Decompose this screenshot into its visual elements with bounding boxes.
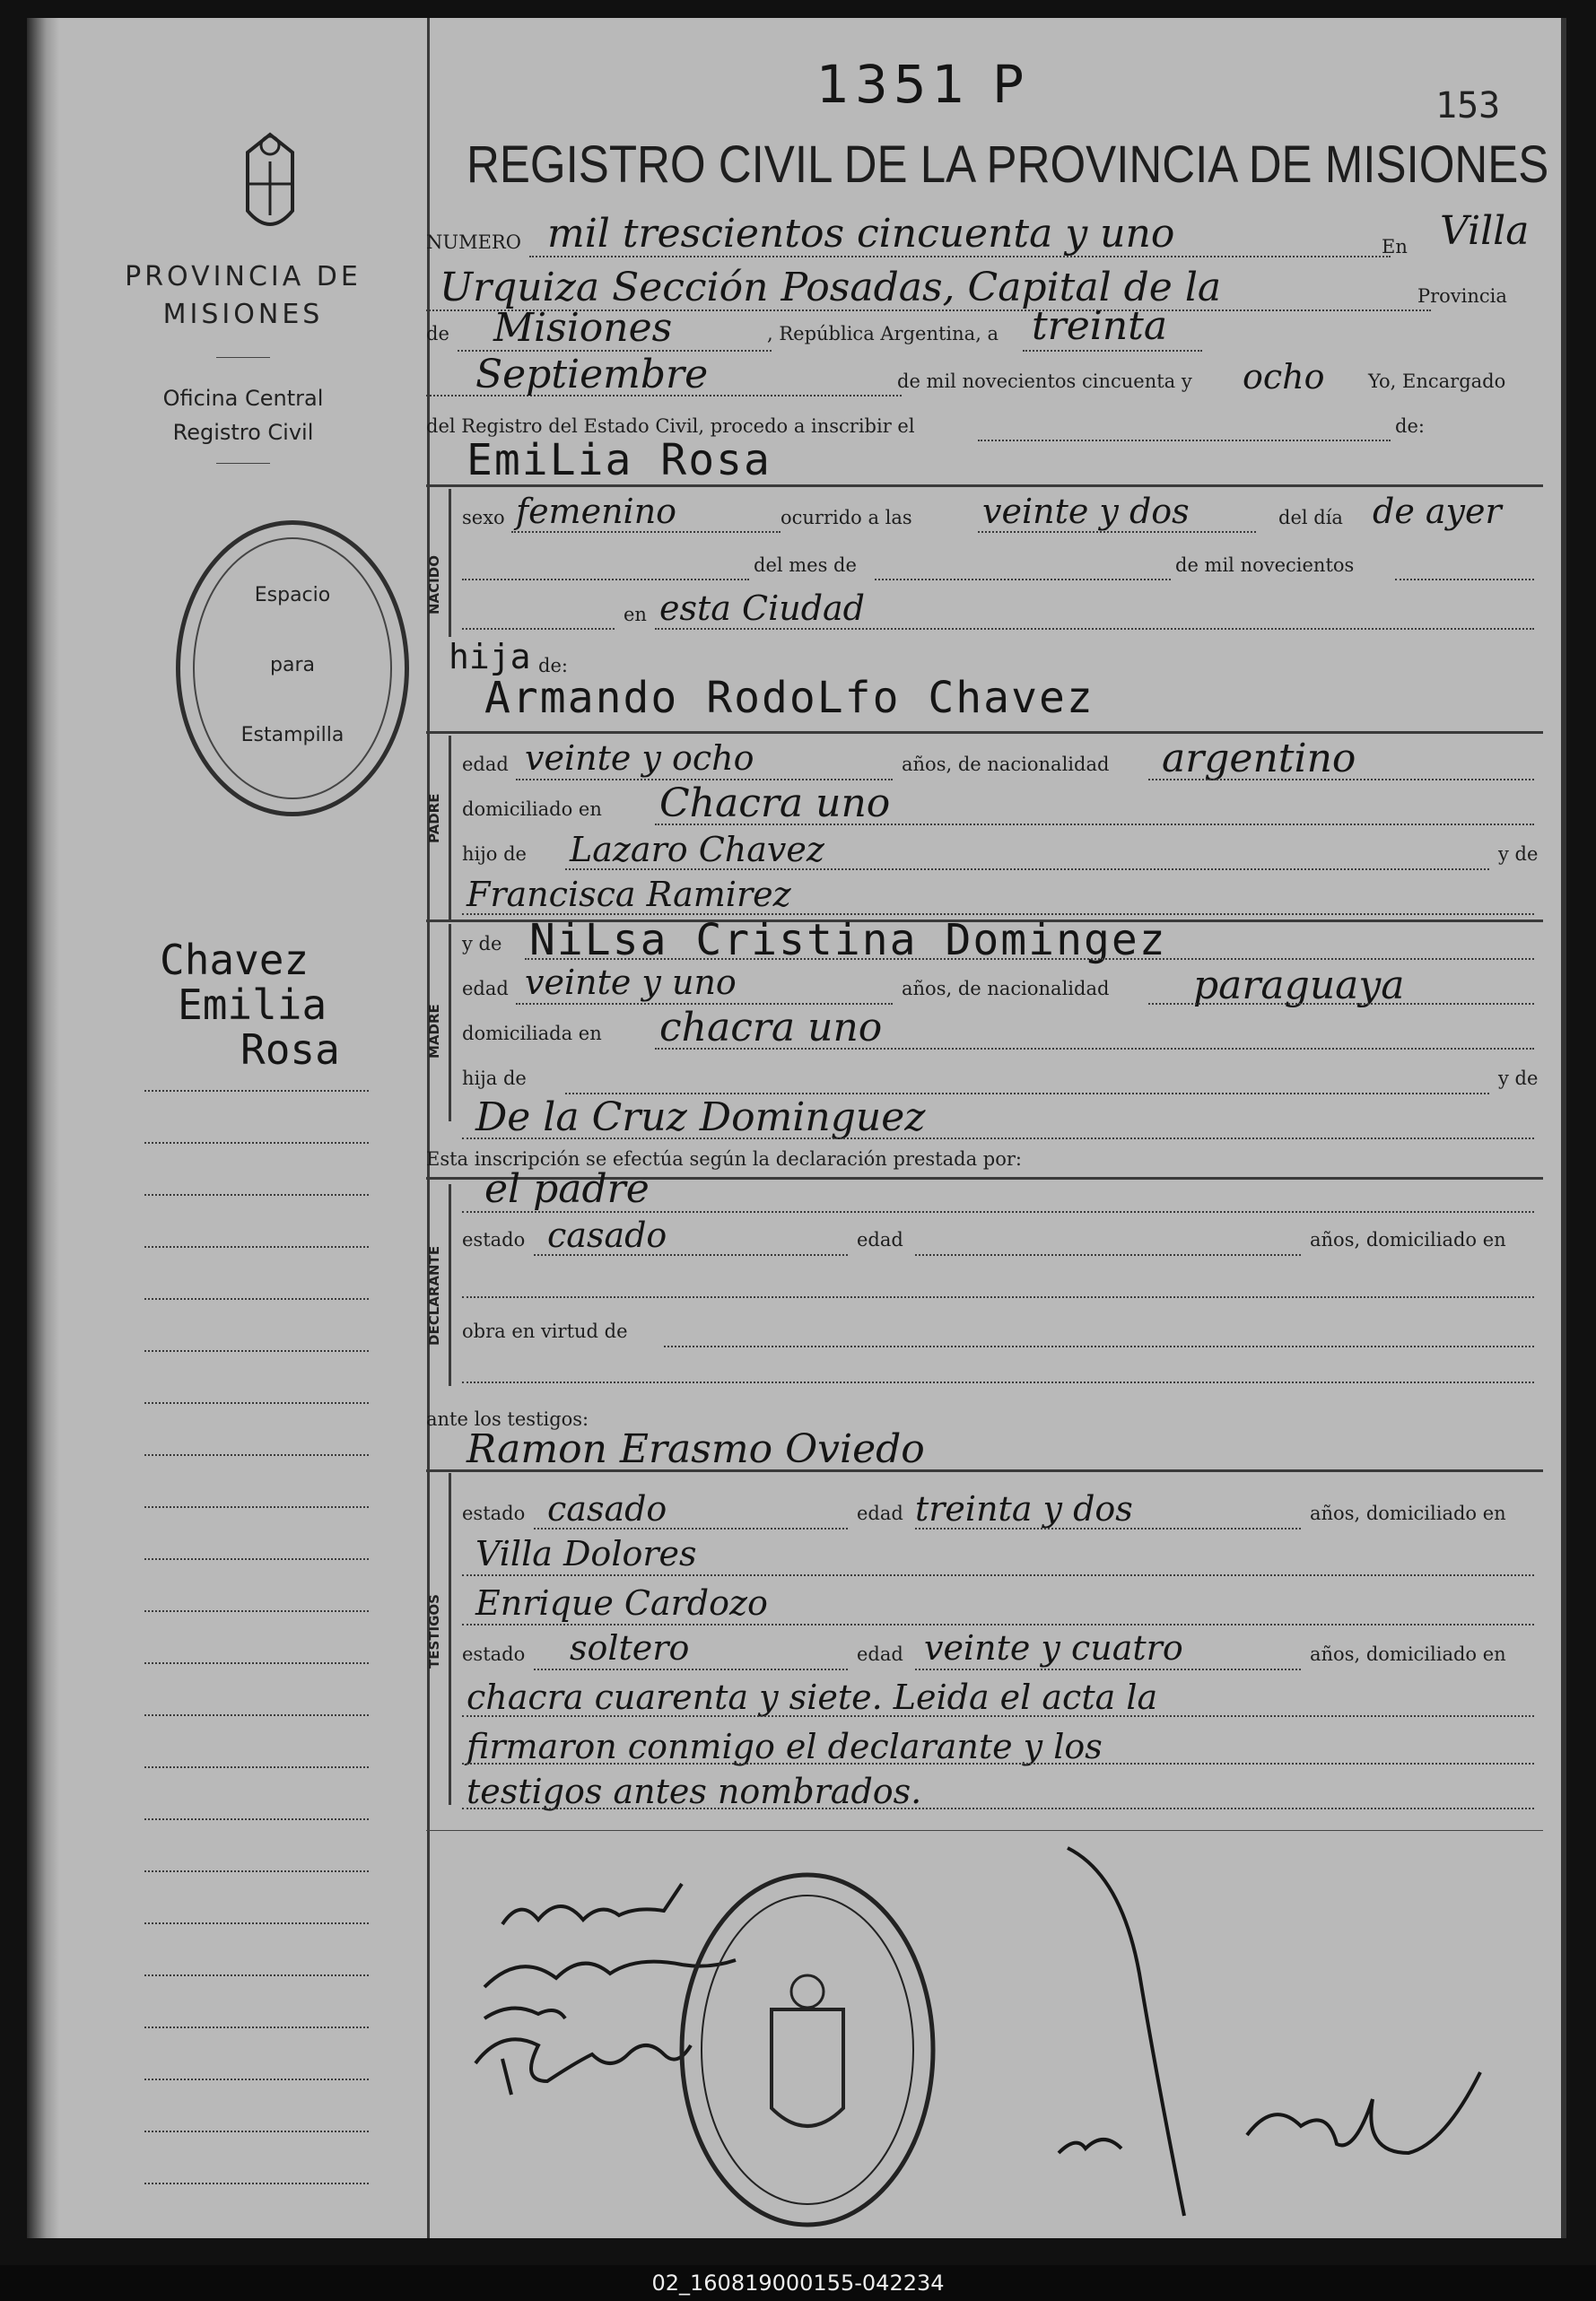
label-nacionalidad-father: años, de nacionalidad <box>902 754 1110 775</box>
margin-ruled-line <box>144 1506 369 1508</box>
value-child-name: EmiLia Rosa <box>467 435 772 485</box>
margin-ruled-line <box>144 1298 369 1300</box>
margin-ruled-line <box>144 1714 369 1716</box>
value-month: Septiembre <box>475 352 709 397</box>
label-del-dia: del día <box>1278 507 1343 528</box>
signatures-area <box>449 1839 1552 2234</box>
value-mother-age: veinte y uno <box>525 963 737 1002</box>
value-birth-day: de ayer <box>1373 492 1502 531</box>
value-declarant: el padre <box>484 1166 650 1212</box>
label-nacionalidad-mother: años, de nacionalidad <box>902 978 1110 999</box>
label-encargado: Yo, Encargado <box>1368 370 1506 392</box>
label-anos-domiciliado-w1: años, domiciliado en <box>1310 1503 1506 1524</box>
label-mil-novecientos: de mil novecientos <box>1175 554 1355 576</box>
margin-ruled-line <box>144 1974 369 1976</box>
stamp-space-label: Espacio para Estampilla <box>240 584 344 746</box>
margin-ruled-line <box>144 1818 369 1820</box>
witness-signature-1 <box>484 1884 736 2018</box>
margin-ruled-line <box>144 1090 369 1092</box>
label-numero: NUMERO <box>426 231 521 253</box>
value-witness2-name: Enrique Cardozo <box>475 1583 768 1623</box>
margin-ruled-line <box>144 2183 369 2184</box>
section-label-padre: PADRE <box>426 793 442 843</box>
section-label-declarante: DECLARANTE <box>426 1245 442 1346</box>
label-inscripcion: Esta inscripción se efectúa según la declaración prestada por: <box>426 1148 1022 1170</box>
value-father-age: veinte y ocho <box>525 738 754 778</box>
label-estado-w1: estado <box>462 1503 526 1524</box>
label-republica: , República Argentina, a <box>767 323 999 344</box>
value-mother-address: chacra uno <box>659 1005 883 1050</box>
margin-ruled-line <box>144 1766 369 1768</box>
label-domiciliada: domiciliada en <box>462 1023 602 1044</box>
label-hija-de: hija de <box>462 1068 527 1089</box>
coat-of-arms-icon <box>230 126 310 242</box>
label-domiciliado: domiciliado en <box>462 798 602 820</box>
value-witness1-address: Villa Dolores <box>475 1534 697 1573</box>
label-y-de: y de <box>1498 843 1539 865</box>
label-edad-w2: edad <box>857 1643 903 1665</box>
margin-name-note: Chavez Emilia Rosa <box>160 936 340 1074</box>
label-ocurrido: ocurrido a las <box>781 507 912 528</box>
value-mother-parent: De la Cruz Dominguez <box>475 1094 926 1140</box>
margin-ruled-line <box>144 1246 369 1248</box>
value-witness1-status: casado <box>547 1489 667 1529</box>
value-place-start: Villa <box>1440 208 1530 254</box>
label-edad-father: edad <box>462 754 509 775</box>
label-anos-domiciliado-w2: años, domiciliado en <box>1310 1643 1506 1665</box>
value-father-nationality: argentino <box>1162 736 1356 781</box>
section-label-nacido: NACIDO <box>426 555 442 614</box>
label-ante-testigos: ante los testigos: <box>426 1408 589 1430</box>
value-year: ocho <box>1243 357 1325 397</box>
document-title: REGISTRO CIVIL DE LA PROVINCIA DE MISIONES <box>467 135 1549 194</box>
label-year-prefix: de mil novecientos cincuenta y <box>897 370 1192 392</box>
value-numero: mil trescientos cincuenta y uno <box>547 211 1175 257</box>
value-province: Misiones <box>493 305 673 351</box>
closing-line-1: chacra cuarenta y siete. Leida el acta la <box>467 1678 1158 1717</box>
margin-ruled-line <box>144 1870 369 1872</box>
value-place-cont: Urquiza Sección Posadas, Capital de la <box>440 265 1222 310</box>
label-inscribir: del Registro del Estado Civil, procedo a inscribir el <box>426 415 915 437</box>
margin-ruled-line <box>144 2131 369 2132</box>
closing-line-3: testigos antes nombrados. <box>467 1772 922 1811</box>
label-en: En <box>1382 236 1408 257</box>
margin-ruled-line <box>144 2079 369 2080</box>
value-father-name: Armando RodoLfo Chavez <box>484 673 1095 723</box>
closing-line-2: firmaron conmigo el declarante y los <box>467 1727 1103 1766</box>
margin-column <box>59 18 430 2238</box>
label-anos-domiciliado-decl: años, domiciliado en <box>1310 1229 1506 1251</box>
label-estado-decl: estado <box>462 1229 526 1251</box>
label-sexo: sexo <box>462 507 505 528</box>
value-mother-name: NiLsa Cristina Domingez <box>529 915 1167 965</box>
value-hija: hija <box>449 637 531 676</box>
value-father-father: Lazaro Chavez <box>570 830 824 869</box>
label-estado-w2: estado <box>462 1643 526 1665</box>
margin-ruled-line <box>144 1558 369 1560</box>
value-birth-place: esta Ciudad <box>659 588 866 628</box>
label-de2: de: <box>1395 415 1425 437</box>
section-label-testigos: TESTIGOS <box>426 1594 442 1669</box>
registry-page <box>27 18 1566 2238</box>
label-en-lugar: en <box>624 604 647 625</box>
image-caption: 02_160819000155-042234 <box>0 2265 1596 2301</box>
margin-ruled-line <box>144 2026 369 2028</box>
margin-ruled-line <box>144 1142 369 1144</box>
book-spine <box>27 18 59 2238</box>
registrar-signature <box>1059 1848 1480 2216</box>
margin-ruled-line <box>144 1402 369 1404</box>
page-number: 153 <box>1435 85 1501 126</box>
label-edad-decl: edad <box>857 1229 903 1251</box>
office-title: Oficina Central Registro Civil <box>162 386 324 445</box>
margin-ruled-line <box>144 1350 369 1352</box>
section-label-madre: MADRE <box>426 1004 442 1059</box>
value-day: treinta <box>1032 303 1168 349</box>
margin-ruled-line <box>144 1454 369 1456</box>
value-father-address: Chacra uno <box>659 780 891 826</box>
label-provincia: Provincia <box>1417 285 1507 307</box>
margin-ruled-line <box>144 1662 369 1664</box>
margin-ruled-line <box>144 1922 369 1924</box>
label-de: de <box>426 323 449 344</box>
value-declarant-status: casado <box>547 1216 667 1255</box>
label-y-de-2: y de <box>1498 1068 1539 1089</box>
value-witness2-status: soltero <box>570 1628 690 1668</box>
official-seal <box>682 1875 933 2225</box>
province-title: PROVINCIA DE MISIONES <box>125 261 362 330</box>
witness-signature-2 <box>475 2039 691 2095</box>
stamp-space-seal <box>176 520 409 816</box>
margin-ruled-line <box>144 1194 369 1196</box>
handwritten-record-number: 1351 P <box>816 54 1030 115</box>
margin-ruled-line <box>144 1610 369 1612</box>
label-hijo-de: hijo de <box>462 843 527 865</box>
label-del-mes: del mes de <box>754 554 857 576</box>
value-sex: femenino <box>516 492 677 531</box>
value-hour: veinte y dos <box>982 492 1190 531</box>
value-witness2-age: veinte y cuatro <box>924 1628 1183 1668</box>
label-de3: de: <box>538 655 568 676</box>
label-y-de-mother: y de <box>462 933 502 954</box>
value-father-mother: Francisca Ramirez <box>467 875 791 914</box>
label-edad-mother: edad <box>462 978 509 999</box>
value-witness1-age: treinta y dos <box>915 1489 1133 1529</box>
label-obra: obra en virtud de <box>462 1320 628 1342</box>
label-edad-w1: edad <box>857 1503 903 1524</box>
value-witness1-name: Ramon Erasmo Oviedo <box>467 1426 925 1472</box>
value-mother-nationality: paraguaya <box>1193 963 1405 1008</box>
